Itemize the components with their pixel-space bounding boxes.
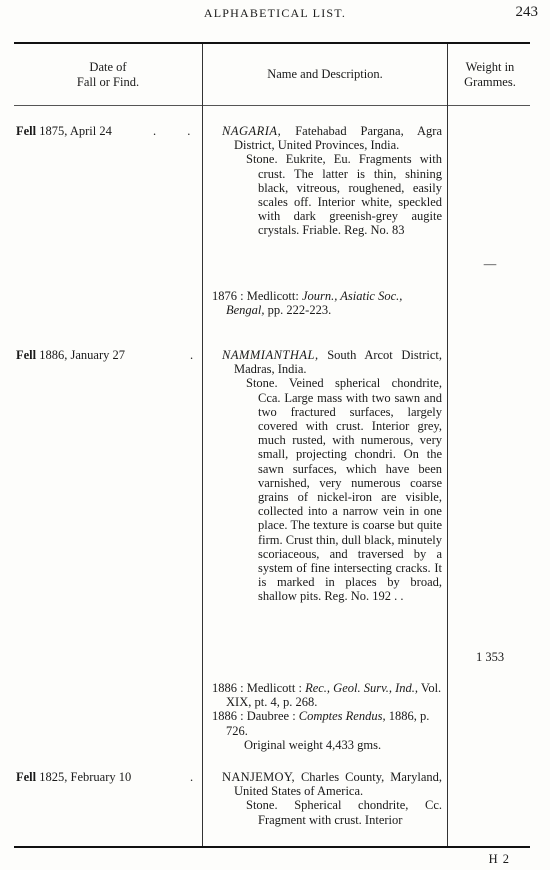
column-divider-1 [202,44,203,846]
reference: 1876 : Medlicott: Journ., Asiatic Soc., Bengal, pp. 222-223. [212,289,403,318]
date-value: 1875, April 24 [39,124,112,138]
date-value: 1886, January 27 [39,348,126,362]
entry-references [212,289,444,317]
leader-dots: . [190,770,208,784]
entry-description [210,348,442,604]
column-header-date-line1: Date of [89,60,127,74]
running-header: ALPHABETICAL LIST. [203,6,347,20]
entry-date [16,348,208,363]
reference-note: Original weight 4,433 gms. [244,737,382,752]
column-header-date [14,60,202,90]
date-prefix: Fell [16,124,37,138]
column-divider-2 [447,44,448,846]
column-header-weight-line2: Grammes. [464,75,516,89]
meteorite-location: Charles County, Maryland, United States of America. [234,770,442,799]
date-prefix: Fell [16,348,37,362]
entry-weight: 1 353 [475,650,505,664]
entry-date [16,124,205,139]
leader-dots: . [190,348,208,362]
meteorite-description: Stone. Eukrite, Eu. Fragments with crust. The latter is thin, shining black, vitreous, roughened, easily scales off. Interior white, speckled with dark greenish-grey augite crystals. Friable. Reg. No. 83 [246,152,442,238]
meteorite-location: Fatehabad Pargana, Agra District, United Provinces, India. [234,124,443,153]
meteorite-description: Stone. Veined spherical chondrite, Cca. Large mass with two sawn and two fractured surfaces, largely covered with crust. Interior grey, much rusted, with numerous, very small, projecting chondri. On the sawn surfaces, which have been varnished, very numerous coarse grains of nickel-iron are visible, collected into a narrow vein in one place. The texture is coarse but quite firm. Crust thin, dull black, minutely scoriaceous, and traversed by a system of fine intersecting cracks. It is marked in places by broad, shallow pits. Reg. No. 192 . . [246,376,443,604]
column-header-date-line2: Fall or Find. [76,75,140,89]
date-prefix: Fell [16,770,37,784]
meteorite-name: NANJEMOY, [222,770,295,784]
entry-weight: — [483,257,497,271]
entry-references [212,681,444,752]
entry-description [210,124,442,238]
date-value: 1825, February 10 [39,770,132,784]
reference: 1886 : Daubree : Comptes Rendus, 1886, p. 726. [212,709,430,738]
entry-date [16,770,208,785]
column-header-name: Name and Description. [267,67,383,81]
signature-mark: H 2 [488,852,510,866]
meteorite-name: NAGARIA, [222,124,282,138]
top-rule [14,42,530,44]
meteorite-location: South Arcot District, Madras, India. [234,348,442,377]
leader-dots: . . [153,124,205,138]
meteorite-description: Stone. Spherical chondrite, Cc. Fragment with crust. Interior [246,798,442,827]
page-number: 243 [515,4,538,20]
meteorite-name: NAMMIANTHAL, [222,348,319,362]
reference: 1886 : Medlicott : Rec., Geol. Surv., Ind., Vol. XIX, pt. 4, p. 268. [212,681,442,710]
column-header-weight-line1: Weight in [465,60,515,74]
entry-description [210,770,442,827]
header-rule [14,105,530,106]
bottom-rule [14,846,530,848]
column-header-weight [448,60,532,90]
